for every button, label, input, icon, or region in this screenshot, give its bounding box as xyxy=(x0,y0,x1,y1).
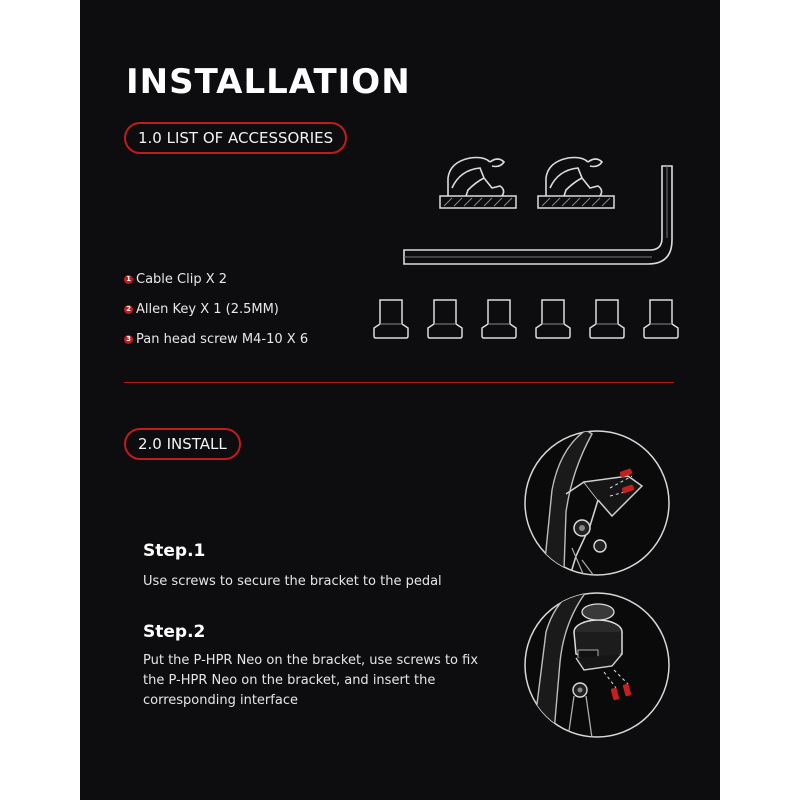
step-2-title: Step.2 xyxy=(143,622,206,642)
section-2-label: 2.0 INSTALL xyxy=(124,428,241,460)
screw-icon xyxy=(534,298,572,340)
step-1-illustration xyxy=(524,430,670,576)
step-2-illustration xyxy=(524,592,670,738)
installation-panel xyxy=(80,0,720,800)
number-badge: 1 xyxy=(124,275,133,284)
allen-key-icon xyxy=(402,164,678,268)
number-badge: 2 xyxy=(124,305,133,314)
step-2-text: Put the P-HPR Neo on the bracket, use screws to fix the P-HPR Neo on the bracket, and insert the corresponding interface xyxy=(143,653,479,708)
screw-icon xyxy=(426,298,464,340)
section-divider xyxy=(124,382,674,383)
list-item-text: Allen Key X 1 (2.5MM) xyxy=(136,301,279,317)
screw-icon xyxy=(588,298,626,340)
list-item xyxy=(124,324,308,354)
step-1-text: Use screws to secure the bracket to the pedal xyxy=(143,574,442,589)
accessory-list xyxy=(124,264,308,354)
list-item-text: Cable Clip X 2 xyxy=(136,271,228,287)
step-1-title: Step.1 xyxy=(143,541,206,561)
page-title: INSTALLATION xyxy=(126,62,411,102)
list-item-text: Pan head screw M4-10 X 6 xyxy=(136,331,309,347)
section-1-label: 1.0 LIST OF ACCESSORIES xyxy=(124,122,347,154)
screw-icon xyxy=(480,298,518,340)
list-item xyxy=(124,264,308,294)
number-badge: 3 xyxy=(124,335,133,344)
screw-icon xyxy=(372,298,410,340)
screw-icon xyxy=(642,298,680,340)
list-item xyxy=(124,294,308,324)
